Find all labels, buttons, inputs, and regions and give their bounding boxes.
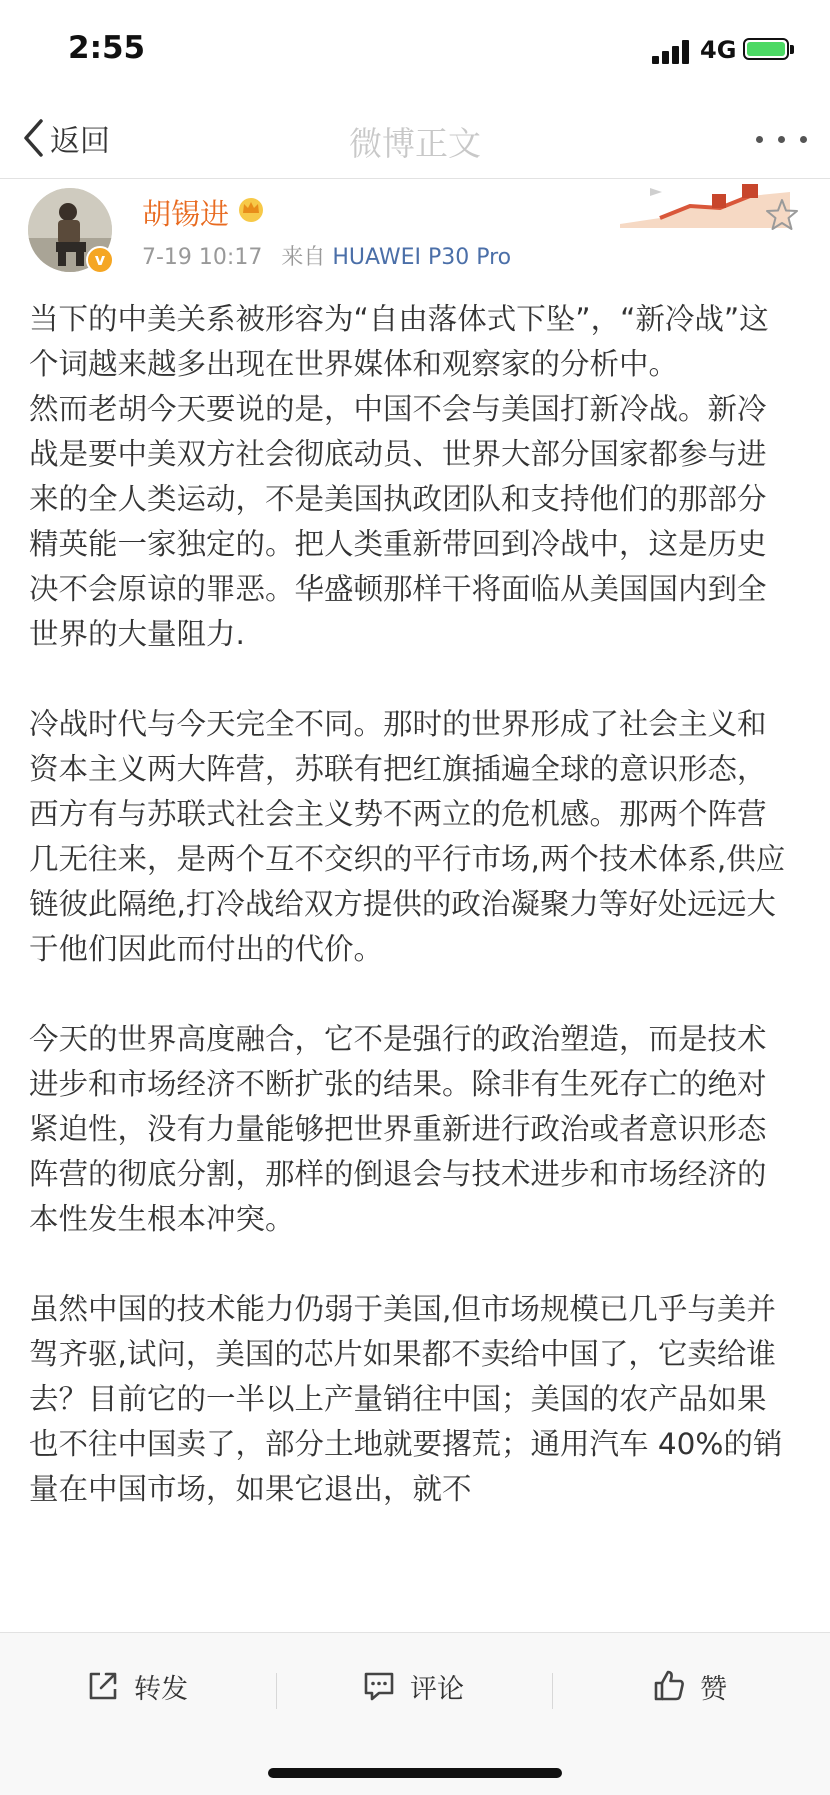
signal-icon	[652, 40, 692, 64]
like-button[interactable]	[652, 1661, 727, 1711]
paragraph-3: 今天的世界高度融合，它不是强行的政治塑造，而是技术进步和市场经济不断扩张的结果。除非有生死存亡的绝对紧迫性，没有力量能够把世界重新进行政治或者意识形态阵营的彻底分割，那样的倒退会与技术进步和市场经济的本性发生根本冲突。	[29, 1022, 767, 1236]
network-type: 4G	[700, 36, 737, 64]
comment-label: 评论	[410, 1673, 464, 1705]
more-icon[interactable]	[752, 130, 812, 150]
paragraph-4: 虽然中国的技术能力仍弱于美国,但市场规模已几乎与美并驾齐驱,试问，美国的芯片如果都不卖给中国了，它卖给谁去？目前它的一半以上产量销往中国；美国的农产品如果也不往中国卖了，部分土地就要撂荒；通用汽车 40%的销量在中国市场，如果它退出，就不	[29, 1292, 783, 1506]
verified-icon: v	[86, 246, 114, 274]
post-header	[0, 178, 830, 278]
comment-button[interactable]	[362, 1661, 464, 1711]
paragraph-2: 冷战时代与今天完全不同。那时的世界形成了社会主义和资本主义两大阵营，苏联有把红旗插遍全球的意识形态，西方有与苏联式社会主义势不两立的危机感。那两个阵营几无往来，是两个互不交织的平行市场,两个技术体系,供应链彼此隔绝,打冷战给双方提供的政治凝聚力等好处远远大于他们因此而付出的代价。	[29, 707, 786, 966]
repost-label: 转发	[134, 1673, 188, 1705]
status-bar	[0, 0, 830, 100]
post-meta	[142, 240, 511, 271]
share-icon	[86, 1669, 120, 1703]
home-indicator	[268, 1768, 562, 1778]
status-time: 2:55	[68, 30, 146, 66]
nav-bar	[0, 100, 830, 179]
divider	[552, 1673, 553, 1709]
post-content	[29, 297, 789, 1512]
paragraph-1: 当下的中美关系被形容为“自由落体式下坠”，“新冷战”这个词越来越多出现在世界媒体和观察家的分析中。 然而老胡今天要说的是，中国不会与美国打新冷战。新冷战是要中美双方社会彻底动员、世界大部分国家都参与进来的全人类运动，不是美国执政团队和支持他们的那部分精英能一家独定的。把人类重新带回到冷战中，这是历史决不会原谅的罪恶。华盛顿那样干将面临从美国国内到全世界的大量阻力.	[29, 302, 769, 651]
like-label: 赞	[700, 1673, 727, 1705]
crown-icon	[236, 196, 266, 222]
source-device[interactable]: HUAWEI P30 Pro	[332, 245, 512, 270]
star-icon[interactable]	[765, 198, 799, 232]
thumbs-up-icon	[652, 1669, 686, 1703]
comment-icon	[362, 1669, 396, 1703]
page-title: 微博正文	[349, 124, 481, 163]
divider	[276, 1673, 277, 1709]
back-label: 返回	[50, 124, 110, 159]
repost-button[interactable]	[86, 1661, 188, 1711]
post-time: 7-19 10:17	[142, 245, 263, 270]
battery-icon	[743, 38, 789, 60]
battery-tip	[790, 45, 794, 54]
author-name[interactable]: 胡锡进	[142, 197, 230, 231]
source-prefix: 来自	[281, 245, 326, 270]
